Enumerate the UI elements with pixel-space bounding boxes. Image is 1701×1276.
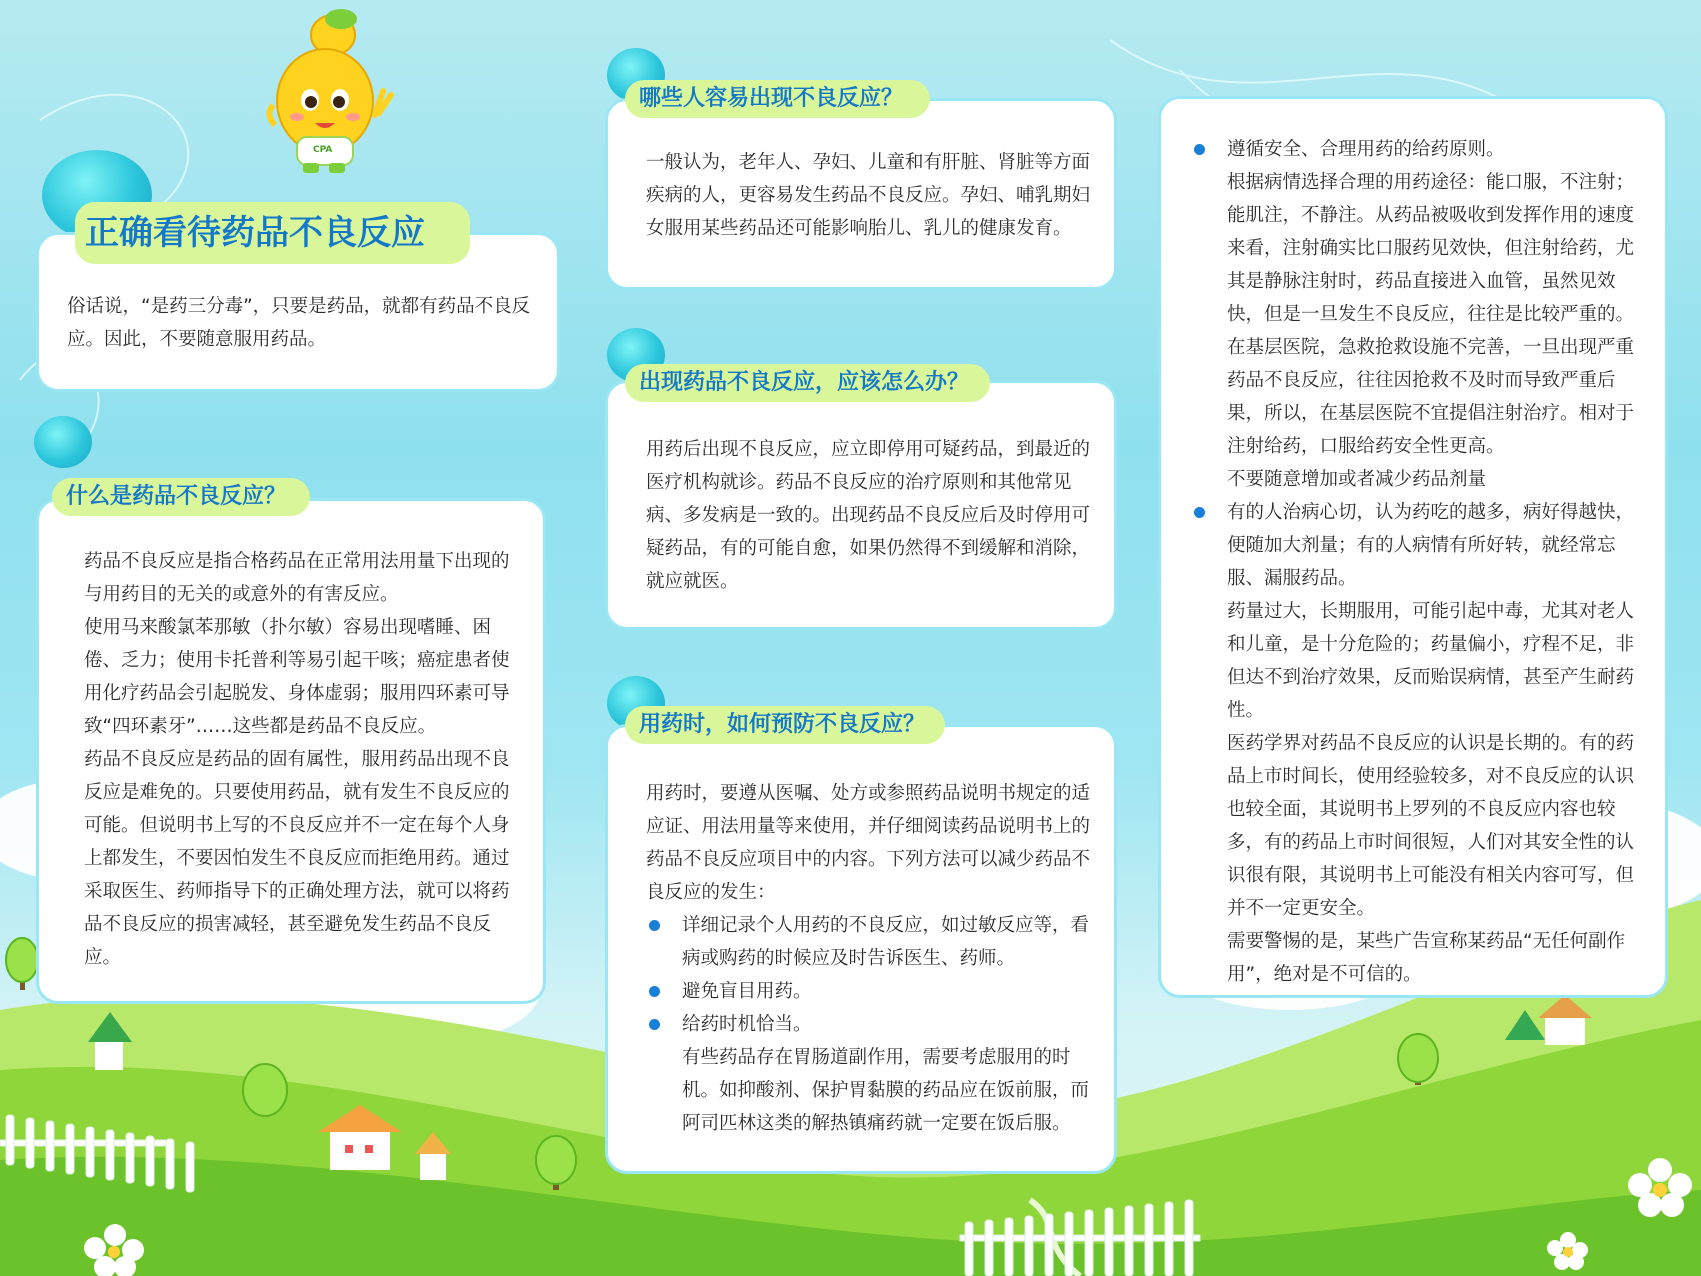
main-title: 正确看待药品不良反应 [85,213,425,253]
list-item [1191,496,1646,991]
what-to-do-tab [625,364,990,402]
mascot-badge: CPA [313,145,333,155]
bullet-title: 详细记录个人用药的不良反应，如过敏反应等，看病或购药的时候应及时告诉医生、药师。 [682,915,1090,969]
right-column-card [1158,96,1668,998]
bullet-paragraph: 药量过大，长期服用，可能引起中毒，尤其对老人和儿童，是十分危险的；药量偏小，疗程不足，非但达不到治疗效果，反而贻误病情，甚至产生耐药性。 [1227,601,1635,721]
what-is-body [84,545,522,974]
what-is-card [36,498,546,1004]
list-item [646,909,1096,975]
bullet-dot-icon [649,920,660,931]
list-item [646,1008,1096,1140]
bullet-paragraph: 需要警惕的是，某些广告宣称某药品“无任何副作用”，绝对是不可信的。 [1227,931,1626,985]
prevent-card [605,724,1117,1174]
bullet-dot-icon [649,986,660,997]
who-text: 一般认为，老年人、孕妇、儿童和有肝脏、肾脏等方面疾病的人，更容易发生药品不良反应。孕妇、哺乳期妇女服用某些药品还可能影响胎儿、乳儿的健康发育。 [646,152,1091,239]
teal-blob-icon [34,416,92,468]
intro-text: 俗话说，“是药三分毒”，只要是药品，就都有药品不良反应。因此，不要随意服用药品。 [67,296,531,350]
list-item [646,975,1096,1008]
who-tab [625,80,930,118]
tree-icon [243,1064,287,1116]
main-title-tab [75,202,470,264]
who-heading: 哪些人容易出现不良反应？ [639,86,904,111]
bullet-dot-icon [1194,144,1205,155]
bullet-title: 避免盲目用药。 [682,981,812,1002]
bullet-dot-icon [1194,507,1205,518]
bullet-title: 有的人治病心切，认为药吃的越多，病好得越快，便随加大剂量；有的人病情有所好转，就经常忘服、漏服药品。 [1227,502,1635,589]
right-column-body [1191,133,1646,991]
what-is-paragraph: 药品不良反应是指合格药品在正常用法用量下出现的与用药目的无关的或意外的有害反应。 [84,551,510,605]
prevent-intro: 用药时，要遵从医嘱、处方或参照药品说明书规定的适应证、用法用量等来使用，并仔细阅读药品说明书上的药品不良反应项目中的内容。下列方法可以减少药品不良反应的发生： [646,783,1091,903]
bullet-paragraph: 医药学界对药品不良反应的认识是长期的。有的药品上市时间长，使用经验较多，对不良反应的认识也较全面，其说明书上罗列的不良反应内容也较多，有的药品上市时间很短，人们对其安全性的认识很有限，其说明书上可能没有相关内容可写，但并不一定更安全。 [1227,733,1635,919]
what-is-tab [52,478,310,516]
bullet-paragraph: 不要随意增加或者减少药品剂量 [1227,469,1487,490]
prevent-body [646,777,1096,1140]
bullet-title: 遵循安全、合理用药的给药原则。 [1227,139,1505,160]
bullet-paragraph: 根据病情选择合理的用药途径：能口服，不注射；能肌注，不静注。从药品被吸收到发挥作用的速度来看，注射确实比口服药见效快，但注射给药，尤其是静脉注射时，药品直接进入血管，虽然见效快，但是一旦发生不良反应，往往是比较严重的。在基层医院，急救抢救设施不完善，一旦出现严重药品不良反应，往往因抢救不及时而导致严重后果，所以，在基层医院不宜提倡注射治疗。相对于注射给药，口服给药安全性更高。 [1227,172,1635,457]
what-is-heading: 什么是药品不良反应？ [66,484,287,509]
prevent-heading: 用药时，如何预防不良反应？ [639,712,926,737]
what-to-do-heading: 出现药品不良反应，应该怎么办？ [639,370,970,395]
who-card [605,98,1117,290]
bullet-title: 给药时机恰当。 [682,1014,812,1035]
bullet-detail: 有些药品存在胃肠道副作用，需要考虑服用的时机。如抑酸剂、保护胃黏膜的药品应在饭前服，而阿司匹林这类的解热镇痛药就一定要在饭后服。 [682,1047,1090,1134]
bullet-dot-icon [649,1019,660,1030]
prevent-tab [625,706,945,744]
what-to-do-card [605,380,1117,630]
tree-icon [6,938,38,990]
list-item [1191,133,1646,496]
what-is-paragraph: 使用马来酸氯苯那敏（扑尔敏）容易出现嗜睡、困倦、乏力；使用卡托普利等易引起干咳；癌症患者使用化疗药品会引起脱发、身体虚弱；服用四环素可导致“四环素牙”……这些都是药品不良反应。 [84,617,510,737]
what-to-do-text: 用药后出现不良反应，应立即停用可疑药品，到最近的医疗机构就诊。药品不良反应的治疗原则和其他常见病、多发病是一致的。出现药品不良反应后及时停用可疑药品，有的可能自愈，如果仍然得不到缓解和消除，就应就医。 [646,439,1091,592]
what-is-paragraph: 药品不良反应是药品的固有属性，服用药品出现不良反应是难免的。只要使用药品，就有发生不良反应的可能。但说明书上写的不良反应并不一定在每个人身上都发生，不要因怕发生不良反应而拒绝用药。通过采取医生、药师指导下的正确处理方法，就可以将药品不良反应的损害减轻，甚至避免发生药品不良反应。 [84,749,510,968]
